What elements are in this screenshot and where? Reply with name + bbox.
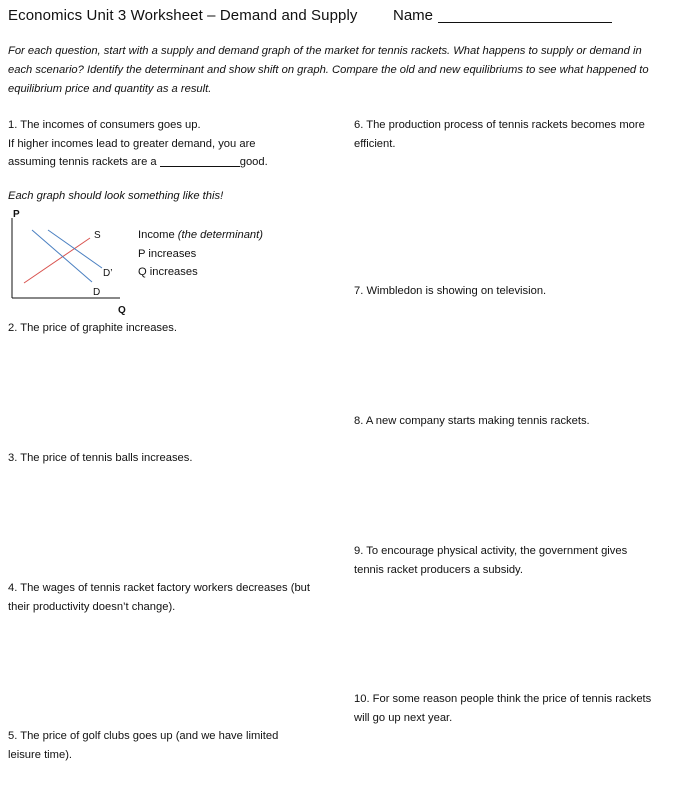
worksheet-title: Economics Unit 3 Worksheet – Demand and Supply [8, 7, 358, 24]
legend-price: P increases [138, 247, 197, 260]
name-blank-line [438, 22, 612, 23]
quantity-axis-label: Q [118, 305, 126, 316]
demand-curve [32, 230, 92, 282]
answer-blank [160, 166, 240, 167]
demand-label: D [93, 287, 101, 298]
legend-income [138, 226, 263, 245]
question-1-line-3-start: assuming tennis rackets are a [8, 156, 157, 168]
question-1-line-2: If higher incomes lead to greater demand, you are [8, 137, 256, 150]
question-5: 5. The price of golf clubs goes up (and we have limited leisure time). [8, 730, 279, 761]
legend-determinant: (the determinant) [177, 229, 263, 241]
question-1 [8, 116, 308, 172]
question-10: 10. For some reason people think the price of tennis rackets will go up next year. [354, 693, 652, 724]
example-label: Each graph should look something like this! [8, 190, 224, 202]
question-9: 9. To encourage physical activity, the government gives tennis racket producers a subsidy. [354, 545, 628, 576]
question-3: 3. The price of tennis balls increases. [8, 452, 193, 464]
graph-legend [138, 226, 263, 282]
supply-label: S [94, 230, 101, 241]
legend-quantity: Q increases [138, 266, 198, 278]
supply-curve [24, 238, 90, 283]
price-axis-label: P [13, 209, 20, 220]
legend-income-text: Income [138, 229, 175, 241]
question-7: 7. Wimbledon is showing on television. [354, 285, 547, 297]
name-label: Name [393, 7, 434, 24]
question-8: 8. A new company starts making tennis rackets. [354, 415, 590, 427]
question-4: 4. The wages of tennis racket factory workers decreases (but their productivity doesn’t change). [8, 582, 310, 613]
demand-shift-label: D’ [103, 268, 113, 279]
question-1-line-3-end: good. [239, 156, 268, 168]
question-1-line-3 [8, 153, 308, 172]
question-2: 2. The price of graphite increases. [8, 322, 177, 334]
instructions: For each question, start with a supply and demand graph of the market for tennis rackets. What happens to supply or demand in each scenario? Identify the determinant and show shift on graph. Compare the old and new equilibriums to see what happened to equilibrium price and quantity as a result. [8, 45, 649, 95]
question-1-line-1: 1. The incomes of consumers goes up. [8, 119, 201, 131]
question-6: 6. The production process of tennis rackets becomes more efficient. [354, 119, 645, 150]
